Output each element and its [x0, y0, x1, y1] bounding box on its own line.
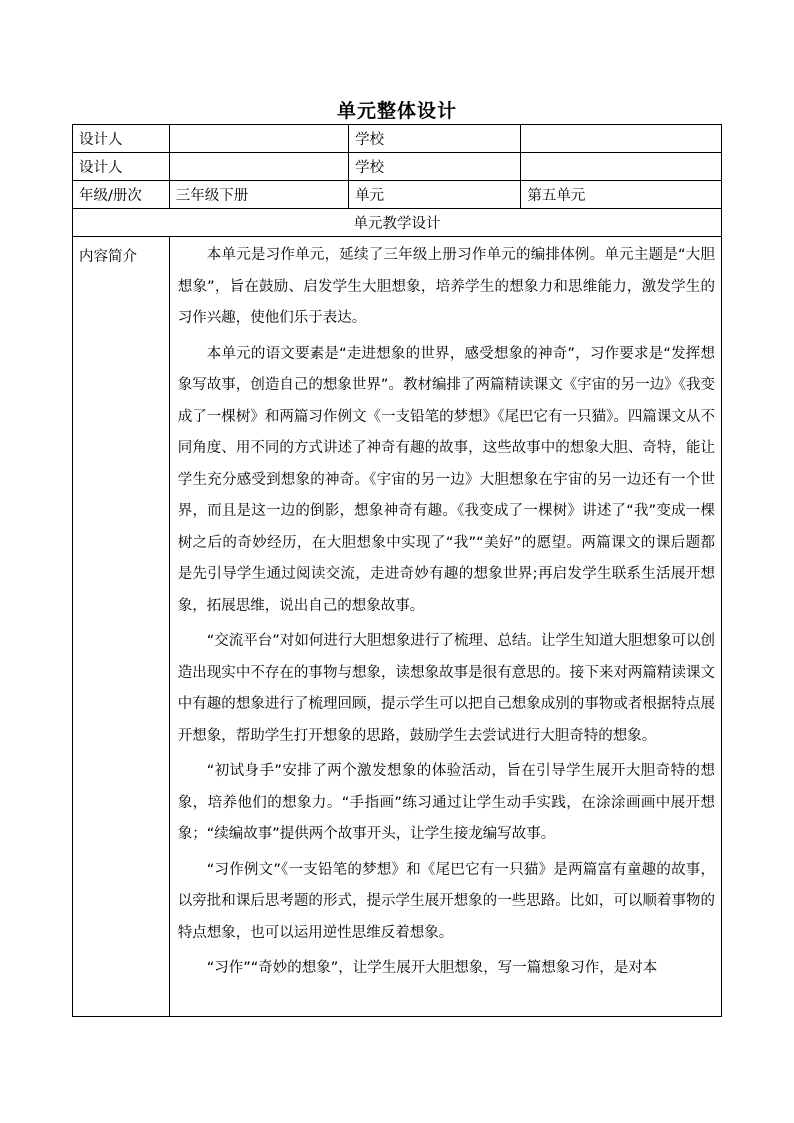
table-row [73, 237, 722, 1017]
page-title: 单元整体设计 [336, 100, 457, 122]
school-label: 学校 [349, 125, 521, 153]
intro-paragraph: “习作”“奇妙的想象”，让学生展开大胆想象，写一篇想象习作，是对本 [206, 960, 658, 976]
school-label: 学校 [349, 153, 521, 181]
designer-value [169, 153, 348, 181]
table-row [73, 209, 722, 237]
intro-paragraph: 本单元是习作单元，延续了三年级上册习作单元的编排体例。单元主题是“大胆想象”，旨在鼓励、启发学生大胆想象，培养学生的想象力和思维能力，激发学生的习作兴趣，使他们乐于表达。 [177, 247, 715, 326]
unit-value: 第五单元 [521, 181, 722, 209]
designer-value [169, 125, 348, 153]
intro-content [169, 237, 721, 1017]
table-row [73, 153, 722, 181]
table-row [73, 125, 722, 153]
intro-paragraph: 本单元的语文要素是“走进想象的世界，感受想象的神奇”，习作要求是“发挥想象写故事，创造自己的想象世界”。教材编排了两篇精读课文《宇宙的另一边》《我变成了一棵树》和两篇习作例文《一支铅笔的梦想》《尾巴它有一只猫》。四篇课文从不同角度、用不同的方式讲述了神奇有趣的故事，这些故事中的想象大胆、奇特，能让学生充分感受到想象的神奇。《宇宙的另一边》大胆想象在宇宙的另一边还有一个世界，而且是这一边的倒影，想象神奇有趣。《我变成了一棵树》讲述了“我”变成一棵树之后的奇妙经历，在大胆想象中实现了“我”“美好”的愿望。两篇课文的课后题都是先引导学生通过阅读交流，走进奇妙有趣的想象世界;再启发学生联系生活展开想象，拓展思维，说出自己的想象故事。 [177, 345, 715, 614]
table-row [73, 181, 722, 209]
intro-paragraph: “习作例文”《一支铅笔的梦想》和《尾巴它有一只猫》是两篇富有童趣的故事，以旁批和课后思考题的形式，提示学生展开想象的一些思路。比如，可以顺着事物的特点想象，也可以运用逆性思维反着想象。 [177, 861, 715, 941]
school-value [521, 153, 722, 181]
school-value [521, 125, 722, 153]
designer-label: 设计人 [73, 125, 170, 153]
intro-label: 内容简介 [73, 237, 170, 1017]
unit-label: 单元 [349, 181, 521, 209]
intro-paragraph: “初试身手”安排了两个激发想象的体验活动，旨在引导学生展开大胆奇特的想象，培养他们的想象力。“手指画”练习通过让学生动手实践，在涂涂画画中展开想象；“续编故事”提供两个故事开头，让学生接龙编写故事。 [177, 763, 715, 842]
section-title: 单元教学设计 [73, 209, 722, 237]
grade-value: 三年级下册 [169, 181, 348, 209]
designer-label: 设计人 [73, 153, 170, 181]
grade-label: 年级/册次 [73, 181, 170, 209]
unit-design-table [72, 124, 722, 1017]
intro-paragraph: “交流平台”对如何进行大胆想象进行了梳理、总结。让学生知道大胆想象可以创造出现实中不存在的事物与想象，读想象故事是很有意思的。接下来对两篇精读课文中有趣的想象进行了梳理回顾，提示学生可以把自己想象成别的事物或者根据特点展开想象，帮助学生打开想象的思路，鼓励学生去尝试进行大胆奇特的想象。 [177, 633, 715, 744]
